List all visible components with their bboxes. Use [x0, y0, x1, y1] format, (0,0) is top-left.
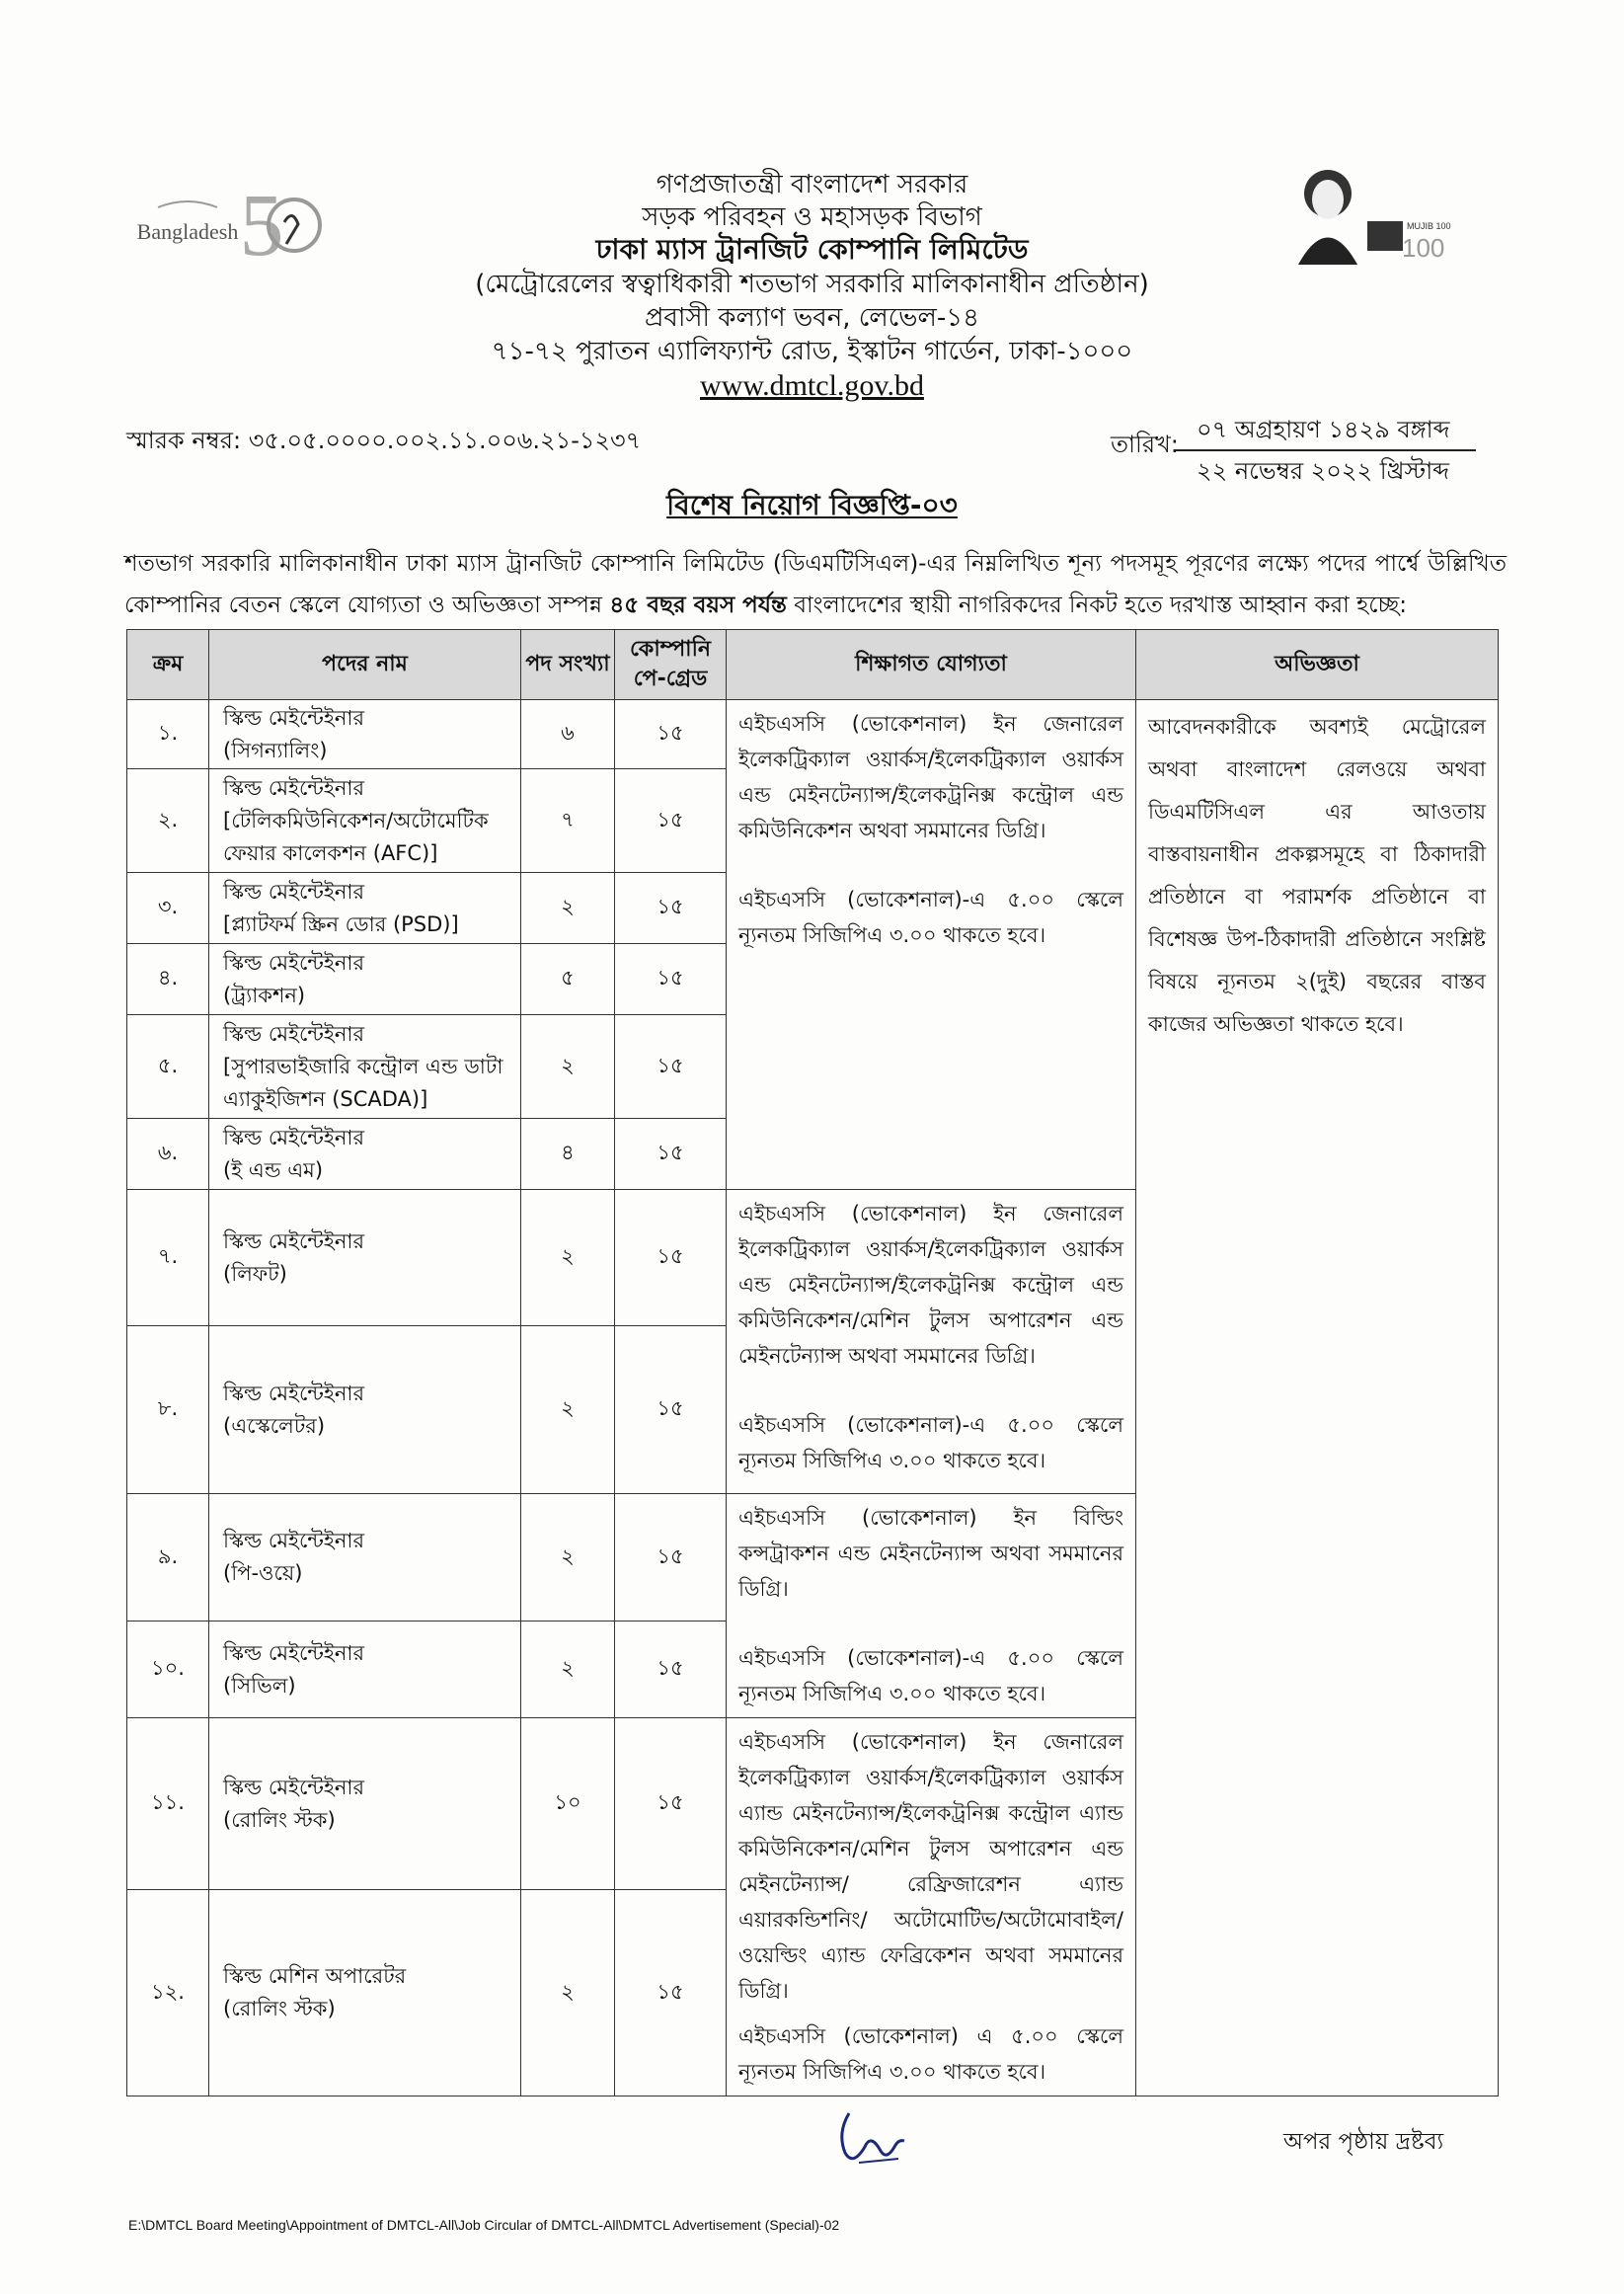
row-count: ২ [521, 1015, 615, 1119]
row-sl: ৬. [127, 1119, 209, 1190]
row-count: ২ [521, 1326, 615, 1494]
post-title: স্কিল্ড মেইন্টেইনার [223, 879, 365, 904]
post-title: স্কিল্ড মেইন্টেইনার [223, 1775, 365, 1799]
file-path: E:\DMTCL Board Meeting\Appointment of DMTCL-All\Job Circular of DMTCL-All\DMTCL Advertisement (Special)-02 [128, 2217, 840, 2233]
row-grade: ১৫ [615, 700, 727, 769]
row-sl: ৯. [127, 1494, 209, 1622]
header-sl: ক্রম [127, 630, 209, 700]
date-label: তারিখ: [1111, 431, 1179, 458]
post-specialty: (রোলিং স্টক) [223, 1807, 336, 1832]
post-title: স্কিল্ড মেইন্টেইনার [223, 775, 365, 800]
header-education: শিক্ষাগত যোগ্যতা [727, 630, 1136, 700]
date-english: ২২ নভেম্বর ২০২২ খ্রিস্টাব্দ [1197, 457, 1450, 485]
row-grade: ১৫ [615, 1190, 727, 1326]
post-specialty: (ট্র্যাকশন) [223, 983, 306, 1007]
post-specialty: (এস্কেলেটর) [223, 1413, 326, 1438]
row-count: ৭ [521, 769, 615, 873]
row-grade: ১৫ [615, 1015, 727, 1119]
row-grade: ১৫ [615, 1718, 727, 1890]
education-cell-3 [727, 1494, 1136, 1718]
memo-number: স্মারক নম্বর: ৩৫.০৫.০০০০.০০২.১১.০০৬.২১-১২৩৭ [126, 427, 642, 454]
address-line-2: ৭১-৭২ পুরাতন এ্যালিফ্যান্ট রোড, ইস্কাটন গার্ডেন, ঢাকা-১০০০ [491, 337, 1133, 366]
post-title: স্কিল্ড মেইন্টেইনার [223, 1021, 365, 1046]
row-post [209, 944, 521, 1015]
row-grade: ১৫ [615, 1622, 727, 1718]
post-title: স্কিল্ড মেইন্টেইনার [223, 1228, 365, 1253]
row-grade: ১৫ [615, 769, 727, 873]
address-line-1: প্রবাসী কল্যাণ ভবন, লেভেল-১৪ [644, 303, 980, 333]
row-count: ২ [521, 1622, 615, 1718]
row-post [209, 1326, 521, 1494]
row-post [209, 873, 521, 944]
header-grade: কোম্পানি পে-গ্রেড [615, 630, 727, 700]
row-sl: ৫. [127, 1015, 209, 1119]
education-cell-4 [727, 1718, 1136, 2096]
row-sl: ৩. [127, 873, 209, 944]
row-sl: ৮. [127, 1326, 209, 1494]
education-cell-1 [727, 700, 1136, 1190]
post-specialty: (ই এন্ড এম) [223, 1157, 324, 1182]
row-count: ৫ [521, 944, 615, 1015]
intro-text-after: বাংলাদেশের স্থায়ী নাগরিকদের নিকট হতে দরখাস্ত আহ্বান করা হচ্ছে: [786, 593, 1408, 618]
row-count: ১০ [521, 1718, 615, 1890]
signature [829, 2103, 918, 2176]
row-count: ২ [521, 1190, 615, 1326]
post-specialty: (লিফট) [223, 1261, 287, 1286]
row-count: ২ [521, 873, 615, 944]
post-specialty: (সিভিল) [223, 1673, 296, 1698]
education-degree: এইচএসসি (ভোকেশনাল) ইন বিল্ডিং কন্সট্রাকশন এন্ড মেইনটেন্যান্স অথবা সমমানের ডিগ্রি। [738, 1506, 1123, 1601]
row-sl: ১২. [127, 1890, 209, 2096]
vacancy-table [126, 629, 1499, 2096]
row-post [209, 1015, 521, 1119]
post-title: স্কিল্ড মেইন্টেইনার [223, 1640, 365, 1665]
row-post [209, 1718, 521, 1890]
website-link[interactable]: www.dmtcl.gov.bd [700, 369, 924, 402]
header-count: পদ সংখ্যা [521, 630, 615, 700]
date-bangla: ০৭ অগ্রহায়ণ ১৪২৯ বঙ্গাব্দ [1175, 410, 1476, 451]
logo-mujib-text: MUJIB 100 [1407, 221, 1451, 231]
intro-text-before: শতভাগ সরকারি মালিকানাধীন ঢাকা ম্যাস ট্রানজিট কোম্পানি লিমিটেড (ডিএমটিসিএল)-এর নিম্নলিখিত শূন্য পদসমূহ পূরণের লক্ষ্যে পদের পার্শ্বে উল্লিখিত কোম্পানির বেতন স্কেলে যোগ্যতা ও অভিজ্ঞতা সম্পন্ন [124, 551, 1507, 618]
govt-name: গণপ্রজাতন্ত্রী বাংলাদেশ সরকার [656, 170, 968, 199]
row-sl: ১১. [127, 1718, 209, 1890]
row-post [209, 1890, 521, 2096]
row-post [209, 1190, 521, 1326]
header-experience: অভিজ্ঞতা [1136, 630, 1499, 700]
row-sl: ১. [127, 700, 209, 769]
education-degree: এইচএসসি (ভোকেশনাল) ইন জেনারেল ইলেকট্রিক্যাল ওয়ার্কস/ইলেকট্রিক্যাল ওয়ার্কস এন্ড মেইনটেন্যান্স/ইলেকট্রনিক্স কন্ট্রোল এন্ড কমিউনিকেশন অথবা সমমানের ডিগ্রি। [738, 712, 1123, 842]
row-sl: ৭. [127, 1190, 209, 1326]
row-grade: ১৫ [615, 944, 727, 1015]
row-post [209, 1494, 521, 1622]
education-cgpa: এইচএসসি (ভোকেশনাল)-এ ৫.০০ স্কেলে ন্যূনতম সিজিপিএ ৩.০০ থাকতে হবে। [738, 888, 1123, 947]
date-box [1175, 410, 1476, 491]
row-grade: ১৫ [615, 1326, 727, 1494]
education-cgpa: এইচএসসি (ভোকেশনাল)-এ ৫.০০ স্কেলে ন্যূনতম সিজিপিএ ৩.০০ থাকতে হবে। [738, 1646, 1123, 1705]
post-title: স্কিল্ড মেইন্টেইনার [223, 950, 365, 975]
row-post [209, 769, 521, 873]
post-specialty: (সিগন্যালিং) [223, 738, 328, 762]
intro-age-limit: ৪৫ বছর বয়স পর্যন্ত [609, 593, 787, 618]
post-title: স্কিল্ড মেইন্টেইনার [223, 1381, 365, 1405]
circular-title: বিশেষ নিয়োগ বিজ্ঞপ্তি-০৩ [666, 489, 958, 521]
division-name: সড়ক পরিবহন ও মহাসড়ক বিভাগ [642, 202, 982, 232]
education-cell-2 [727, 1190, 1136, 1494]
company-name: ঢাকা ম্যাস ট্রানজিট কোম্পানি লিমিটেড [595, 233, 1029, 266]
row-count: ৬ [521, 700, 615, 769]
row-post [209, 1119, 521, 1190]
row-count: ২ [521, 1890, 615, 2096]
row-post [209, 700, 521, 769]
logo-bangladesh-text: Bangladesh [136, 219, 239, 244]
education-cgpa: এইচএসসি (ভোকেশনাল)-এ ৫.০০ স্কেলে ন্যূনতম সিজিপিএ ৩.০০ থাকতে হবে। [738, 1413, 1123, 1472]
education-degree: এইচএসসি (ভোকেশনাল) ইন জেনারেল ইলেকট্রিক্যাল ওয়ার্কস/ইলেকট্রিক্যাল ওয়ার্কস এ্যান্ড মেইনটেন্যান্স/ইলেকট্রনিক্স কন্ট্রোল এ্যান্ড কমিউনিকেশন/মেশিন টুলস অপারেশন এন্ড মেইনটেন্যান্স/ রেফ্রিজারেশন এ্যান্ড এয়ারকন্ডিশনিং/ অটোমোটিভ/অটোমোবাইল/ওয়েল্ডিং এ্যান্ড ফেব্রিকেশন অথবা সমমানের ডিগ্রি। [738, 1730, 1123, 2003]
row-grade: ১৫ [615, 1119, 727, 1190]
intro-paragraph [124, 543, 1507, 626]
header-post: পদের নাম [209, 630, 521, 700]
post-title: স্কিল্ড মেইন্টেইনার [223, 1125, 365, 1149]
experience-cell: আবেদনকারীকে অবশ্যই মেট্রোরেল অথবা বাংলাদেশ রেলওয়ে অথবা ডিএমটিসিএল এর আওতায় বাস্তবায়নাধীন প্রকল্পসমূহে বা ঠিকাদারী প্রতিষ্ঠানে বা পরামর্শক প্রতিষ্ঠানে বা বিশেষজ্ঞ উপ-ঠিকাদারী প্রতিষ্ঠানে সংশ্লিষ্ট বিষয়ে ন্যূনতম ২(দুই) বছরের বাস্তব কাজের অভিজ্ঞতা থাকতে হবে। [1136, 700, 1499, 2096]
svg-text:100: 100 [1402, 233, 1445, 263]
row-sl: ৪. [127, 944, 209, 1015]
svg-text:5: 5 [239, 177, 284, 275]
education-degree: এইচএসসি (ভোকেশনাল) ইন জেনারেল ইলেকট্রিক্যাল ওয়ার্কস/ইলেকট্রিক্যাল ওয়ার্কস এন্ড মেইনটেন্যান্স/ইলেকট্রনিক্স কন্ট্রোল এন্ড কমিউনিকেশন/মেশিন টুলস অপারেশন এন্ড মেইনটেন্যান্স অথবা সমমানের ডিগ্রি। [738, 1202, 1123, 1368]
post-title: স্কিল্ড মেশিন অপারেটর [223, 1964, 407, 1989]
post-specialty: [সুপারভাইজারি কন্ট্রোল এন্ড ডাটা এ্যাকুইজিশন (SCADA)] [223, 1054, 503, 1111]
education-cgpa: এইচএসসি (ভোকেশনাল) এ ৫.০০ স্কেলে ন্যূনতম সিজিপিএ ৩.০০ থাকতে হবে। [738, 2024, 1123, 2084]
row-count: ৪ [521, 1119, 615, 1190]
table-header-row [127, 630, 1499, 700]
row-sl: ২. [127, 769, 209, 873]
row-grade: ১৫ [615, 1494, 727, 1622]
circular-title-wrap [0, 484, 1624, 530]
post-title: স্কিল্ড মেইন্টেইনার [223, 1529, 365, 1553]
continued-note: অপর পৃষ্ঠায় দ্রষ্টব্য [1283, 2129, 1444, 2155]
post-specialty: (রোলিং স্টক) [223, 1997, 336, 2021]
post-specialty: [টেলিকমিউনিকেশন/অটোমেটিক ফেয়ার কালেকশন (AFC)] [223, 808, 489, 865]
row-post [209, 1622, 521, 1718]
row-count: ২ [521, 1494, 615, 1622]
table-row [127, 700, 1499, 769]
post-title: স্কিল্ড মেইন্টেইনার [223, 705, 365, 730]
row-grade: ১৫ [615, 873, 727, 944]
row-sl: ১০. [127, 1622, 209, 1718]
company-subtitle: (মেট্রোরেলের স্বত্বাধিকারী শতভাগ সরকারি মালিকানাধীন প্রতিষ্ঠান) [475, 270, 1149, 299]
post-specialty: [প্ল্যাটফর্ম স্ক্রিন ডোর (PSD)] [223, 911, 459, 936]
row-grade: ১৫ [615, 1890, 727, 2096]
post-specialty: (পি-ওয়ে) [223, 1561, 303, 1586]
